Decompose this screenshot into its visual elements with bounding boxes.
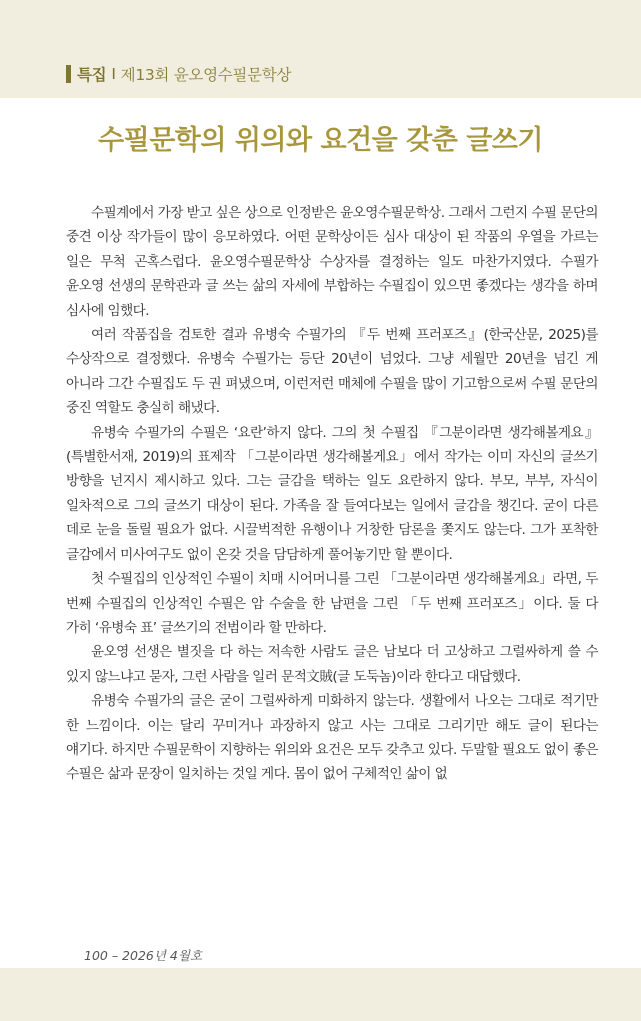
paragraph: 유병숙 수필가의 수필은 ‘요란’하지 않다. 그의 첫 수필집 『그분이라면 생각해볼게요』(특별한서재, 2019)의 표제작 「그분이라면 생각해볼게요」에서 작가는 이미 자신의 글쓰기 방향을 넌지시 제시하고 있다. 그는 글감을 택하는 일도 요란하지 않다. 부모, 부부, 자식이 일차적으로 그의 글쓰기 대상이 된다. 가족을 잘 들여다보는 일에서 글감을 챙긴다. 굳이 다른 데로 눈을 돌릴 필요가 없다. 시끌벅적한 유행이나 거창한 담론을 쫓지도 않는다. 그가 포착한 글감에서 미사여구도 없이 온갖 것을 담담하게 풀어놓기만 할 뿐이다. [66,424,598,563]
footer-band [0,968,641,1021]
section-bar-marker [66,65,71,83]
article-body [66,201,598,787]
paragraph: 여러 작품집을 검토한 결과 유병숙 수필가의 『두 번째 프러포즈』(한국산문, 2025)를 수상작으로 결정했다. 유병숙 수필가는 등단 20년이 넘었다. 그냥 세월만 20년을 넘긴 게 아니라 그간 수필집도 두 권 펴냈으며, 이런저런 매체에 수필을 많이 기고함으로써 수필 문단의 중진 역할도 충실히 해냈다. [66,327,598,417]
paragraph: 수필계에서 가장 받고 싶은 상으로 인정받은 윤오영수필문학상. 그래서 그런지 수필 문단의 중견 이상 작가들이 많이 응모하였다. 어떤 문학상이든 심사 대상이 된 작품의 우열을 가르는 일은 무척 곤혹스럽다. 윤오영수필문학상 수상자를 결정하는 일도 마찬가지였다. 수필가 윤오영 선생의 문학관과 글 쓰는 삶의 자세에 부합하는 수필집이 있으면 좋겠다는 생각을 하며 심사에 임했다. [66,205,598,319]
paragraph: 첫 수필집의 인상적인 수필이 치매 시어머니를 그린 「그분이라면 생각해볼게요」라면, 두 번째 수필집의 인상적인 수필은 암 수술을 한 남편을 그린 「두 번째 프러포즈」이다. 둘 다 가히 ‘유병숙 표’ 글쓰기의 전범이라 할 만하다. [66,571,598,636]
page-number: 100 – 2026년 4월호 [84,948,203,963]
paragraph: 윤오영 선생은 별짓을 다 하는 저속한 사람도 글은 남보다 더 고상하고 그럴싸하게 쓸 수 있지 않느냐고 묻자, 그런 사람을 일러 문적文賊(글 도둑놈)이라 한다고 대답했다. [66,644,598,685]
section-title: 제13회 윤오영수필문학상 [120,66,292,84]
section-label: 특집 [77,66,107,84]
paragraph: 유병숙 수필가의 글은 굳이 그럴싸하게 미화하지 않는다. 생활에서 나오는 그대로 적기만 한 느낌이다. 이는 달리 꾸미거나 과장하지 않고 사는 그대로 그리기만 해도 글이 된다는 얘기다. 하지만 수필문학이 지향하는 위의와 요건은 모두 갖추고 있다. 두말할 필요도 없이 좋은 수필은 삶과 문장이 일치하는 것일 게다. 몸이 없어 구체적인 삶이 없 [66,693,598,783]
section-separator: I [111,65,116,83]
article-title: 수필문학의 위의와 요건을 갖춘 글쓰기 [98,125,543,156]
section-tag [66,63,291,85]
